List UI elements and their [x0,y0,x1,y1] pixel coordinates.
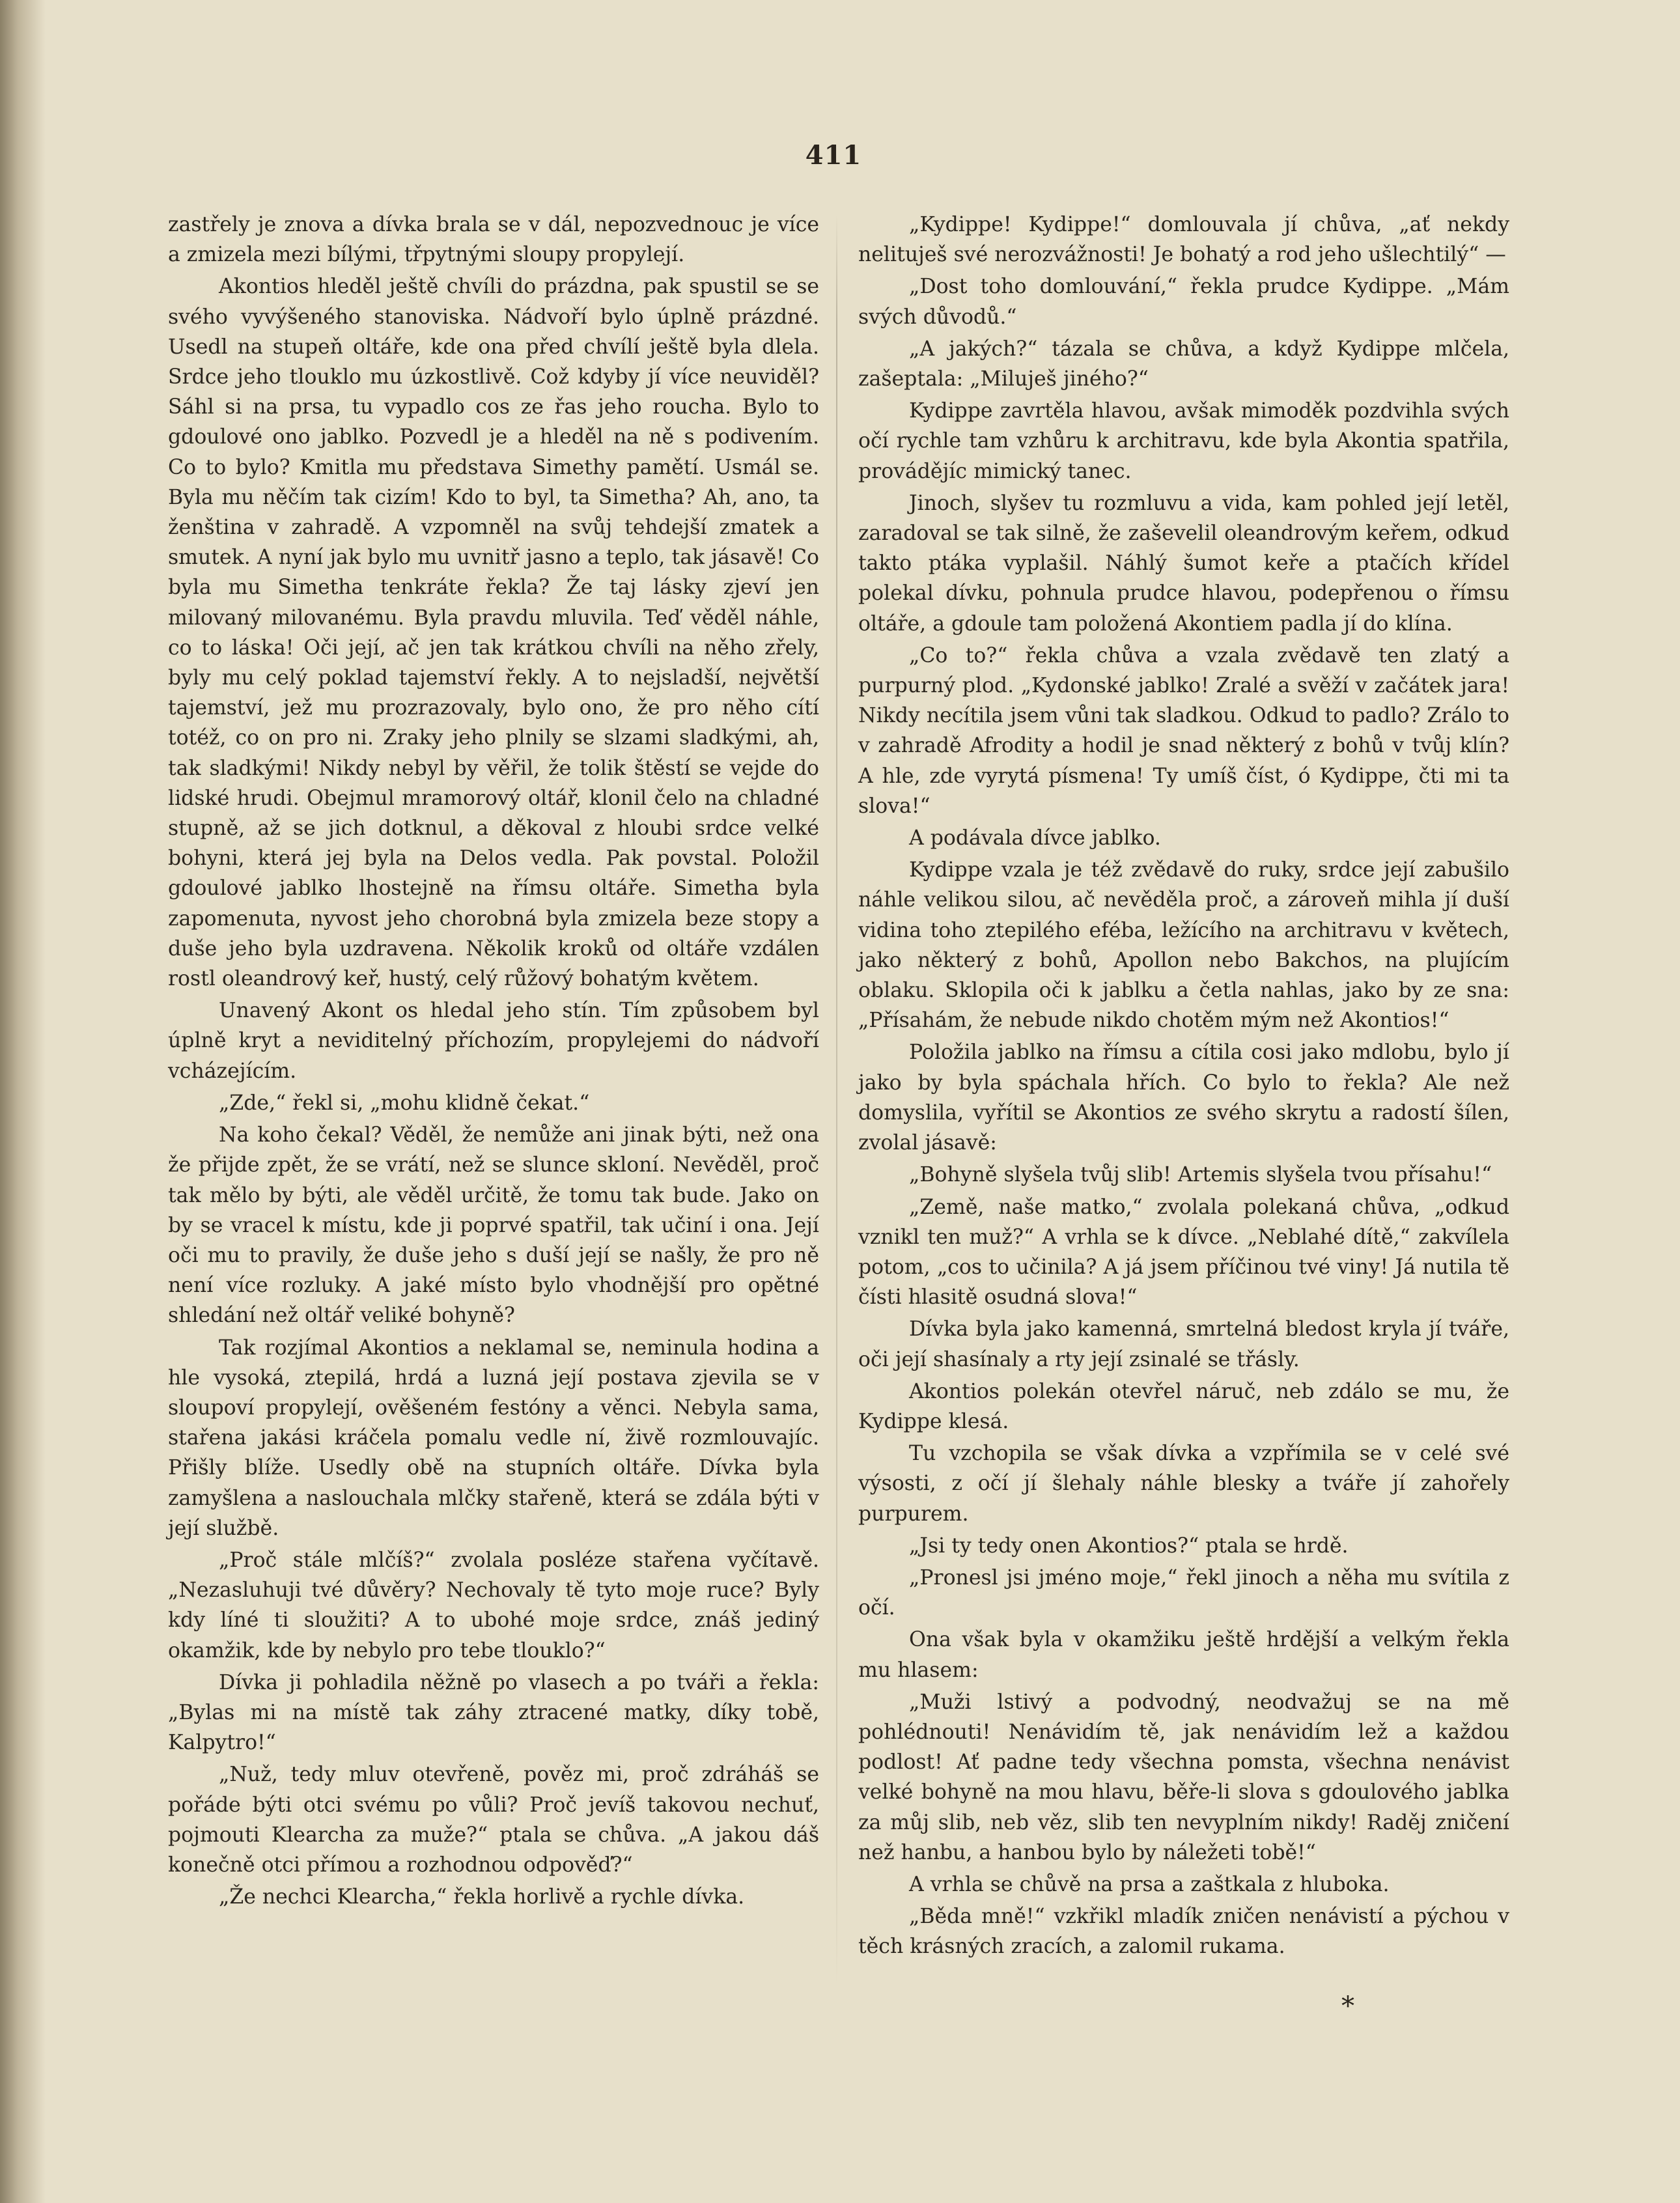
paragraph: „Jsi ty tedy onen Akontios?“ ptala se hrdě. [909,1534,1349,1558]
paragraph: Unavený Akont os hledal jeho stín. Tím způsobem byl úplně kryt a neviditelný příchozím, propylejemi do nádvoří vcházejícím. [168,999,819,1083]
paragraph: Jinoch, slyšev tu rozmluvu a vida, kam pohled její letěl, zaradoval se tak silně, že zaševelil oleandrovým keřem, odkud takto ptáka vyplašil. Náhlý šumot keře a ptačích křídel polekal dívku, pohnula prudce hlavou, podepřenou o římsu oltáře, a gdoule tam položená Akontiem padla jí do klína. [858,491,1509,636]
paragraph: „Muži lstivý a podvodný, neodvažuj se na mě pohlédnouti! Nenávidím tě, jak nenávidím lež a každou podlost! Ať padne tedy všechna pomsta, všechna nenávist velké bohyně na mou hlavu, běře-li slova s gdoulového jablka za můj slib, neb věz, slib ten nevyplním nikdy! Raděj zničení než hanbu, a hanbou bylo by náležeti tobě!“ [858,1690,1509,1864]
paragraph: „Dost toho domlouvání,“ řekla prudce Kydippe. „Mám svých důvodů.“ [858,275,1509,329]
paragraph: „Běda mně!“ vzkřikl mladík zničen nenávistí a pýchou v těch krásných zracích, a zalomil rukama. [858,1905,1509,1959]
paragraph: Tu vzchopila se však dívka a vzpřímila se v celé své výsosti, z očí jí šlehaly náhle blesky a tváře jí zahořely purpurem. [858,1442,1509,1526]
paragraph: „A jakých?“ tázala se chůva, a když Kydippe mlčela, zašeptala: „Miluješ jiného?“ [858,337,1509,391]
paragraph: „Nuž, tedy mluv otevřeně, pověz mi, proč zdráháš se pořáde býti otci svému po vůli? Proč jevíš takovou nechuť, pojmouti Klearcha za muže?“ ptala se chůva. „A jakou dáš konečně otci přímou a rozhodnou odpověď?“ [168,1763,819,1877]
paragraph: Dívka ji pohladila něžně po vlasech a po tváři a řekla: „Bylas mi na místě tak záhy ztracené matky, díky tobě, Kalpytro!“ [168,1670,819,1755]
paragraph: „Zde,“ řekl si, „mohu klidně čekat.“ [219,1091,590,1115]
paragraph: „Pronesl jsi jméno moje,“ řekl jinoch a něha mu svítila z očí. [858,1565,1509,1620]
paragraph: Kydippe vzala je též zvědavě do ruky, srdce její zabušilo náhle velikou silou, ač nevěděla proč, a zároveň mihla jí duší vidina toho ztepilého eféba, ležícího na architravu v květech, jako některý z bohů, Apollon nebo Bakchos, na plujícím oblaku. Sklopila oči k jablku a četla nahlas, jako by ze sna: „Přísahám, že nebude nikdo chotěm mým než Akontios!“ [858,858,1509,1033]
paragraph: „Země, naše matko,“ zvolala polekaná chůva, „odkud vznikl ten muž?“ A vrhla se k dívce. „Neblahé dítě,“ zakvílela potom, „cos to učinila? A já jsem příčinou tvé viny! Já nutila tě čísti hlasitě osudná slova!“ [858,1195,1509,1310]
paragraph: Tak rozjímal Akontios a neklamal se, neminula hodina a hle vysoká, ztepilá, hrdá a luzná její postava zjevila se v sloupoví propylejí, ověšeném festóny a věnci. Nebyla sama, stařena jakási kráčela pomalu vedle ní, živě rozmlouvajíc. Přišly blíže. Usedly obě na stupních oltáře. Dívka byla zamyšlena a naslouchala mlčky stařeně, která se zdála býti v její službě. [168,1336,819,1540]
paragraph: „Kydippe! Kydippe!“ domlouvala jí chůva, „ať nekdy nelituješ své nerozvážnosti! Je bohatý a rod jeho ušlechtilý“ — [858,213,1509,267]
left-text-column [168,210,819,1914]
paragraph: Na koho čekal? Věděl, že nemůže ani jinak býti, než ona že přijde zpět, že se vrátí, než se slunce skloní. Nevěděl, proč tak mělo by býti, ale věděl určitě, že tomu tak bude. Jako on by se vracel k místu, kde ji poprvé spatřil, tak učiní i ona. Její oči mu to pravily, že duše jeho s duší její se našly, že pro ně není více rozluky. A jaké místo bylo vhodnější pro opětné shledání než oltář veliké bohyně? [168,1123,819,1328]
paragraph: „Bohyně slyšela tvůj slib! Artemis slyšela tvou přísahu!“ [909,1163,1492,1187]
paragraph: „Co to?“ řekla chůva a vzala zvědavě ten zlatý a purpurný plod. „Kydonské jablko! Zralé a svěží v začátek jara! Nikdy necítila jsem vůni tak sladkou. Odkud to padlo? Zrálo to v zahradě Afrodity a hodil je snad některý z bohů v tvůj klín? A hle, zde vyrytá písmena! Ty umíš číst, ó Kydippe, čti mi ta slova!“ [858,643,1509,818]
paragraph: Dívka byla jako kamenná, smrtelná bledost kryla jí tváře, oči její shasínaly a rty její zsinalé se třásly. [858,1317,1509,1371]
paragraph: Akontios polekán otevřel náruč, neb zdálo se mu, že Kydippe klesá. [858,1379,1509,1433]
column-divider [836,215,837,1986]
paragraph: Kydippe zavrtěla hlavou, avšak mimoděk pozdvihla svých očí rychle tam vzhůru k architravu, kde byla Akontia spatřila, provádějíc mimický tanec. [858,399,1509,483]
paragraph: Ona však byla v okamžiku ještě hrdější a velkým řekla mu hlasem: [858,1628,1509,1682]
paragraph: A vrhla se chůvě na prsa a zaštkala z hluboka. [909,1872,1390,1896]
paragraph: zastřely je znova a dívka brala se v dál, nepozvednouc je více a zmizela mezi bílými, třpytnými sloupy propylejí. [168,213,819,267]
right-text-column [858,210,1509,1964]
paragraph: „Že nechci Klearcha,“ řekla horlivě a rychle dívka. [219,1885,745,1909]
paragraph: „Proč stále mlčíš?“ zvolala posléze stařena vyčítavě. „Nezasluhuji tvé důvěry? Nechovaly tě tyto moje ruce? Byly kdy líné ti sloužiti? A to ubohé moje srdce, znáš jediný okamžik, kde by nebylo pro tebe tlouklo?“ [168,1548,819,1663]
paragraph: A podávala dívce jablko. [909,826,1161,850]
page-number: 411 [805,140,862,171]
paragraph: Akontios hleděl ještě chvíli do prázdna, pak spustil se se svého vyvýšeného stanoviska. Nádvoří bylo úplně prázdné. Usedl na stupeň oltáře, kde ona před chvílí ještě byla dlela. Srdce jeho tlouklo mu úzkostlivě. Což kdyby jí více neuviděl? Sáhl si na prsa, tu vypadlo cos ze řas jeho roucha. Bylo to gdoulové ono jablko. Pozvedl je a hleděl na ně s podivením. Co to bylo? Kmitla mu představa Simethy pamětí. Usmál se. Byla mu něčím tak cizím! Kdo to byl, ta Simetha? Ah, ano, ta ženština v zahradě. A vzpomněl na svůj tehdejší zmatek a smutek. A nyní jak bylo mu uvnitř jasno a teplo, tak jásavě! Co byla mu Simetha tenkráte řekla? Že taj lásky zjeví jen milovaný milovanému. Byla pravdu mluvila. Teď věděl náhle, co to láska! Oči její, ač jen tak krátkou chvíli na něho zřely, byly mu celý poklad tajemství řekly. A to nejsladší, největší tajemství, jež mu prozrazovaly, bylo ono, že pro něho cítí totéž, co on pro ni. Zraky jeho plnily se slzami sladkými, ah, tak sladkými! Nikdy nebyl by věřil, že tolik štěstí se vejde do lidské hrudi. Obejmul mramorový oltář, klonil čelo na chladné stupně, až se jich dotknul, a děkoval z hloubi srdce velké bohyni, která jej byla na Delos vedla. Pak povstal. Položil gdoulové jablko lhostejně na římsu oltáře. Simetha byla zapomenuta, nyvost jeho chorobná byla zmizela beze stopy a duše jeho byla uzdravena. Několik kroků od oltáře vzdálen rostl oleandrový keř, hustý, celý růžový bohatým květem. [168,275,819,991]
page-binding-shadow [0,0,46,2203]
paragraph: Položila jablko na římsu a cítila cosi jako mdlobu, bylo jí jako by byla spáchala hřích. Co bylo to řekla? Ale než domyslila, vyřítil se Akontios ze svého skrytu a radostí šílen, zvolal jásavě: [858,1041,1509,1155]
section-end-asterisk: * [1341,1991,1354,2021]
